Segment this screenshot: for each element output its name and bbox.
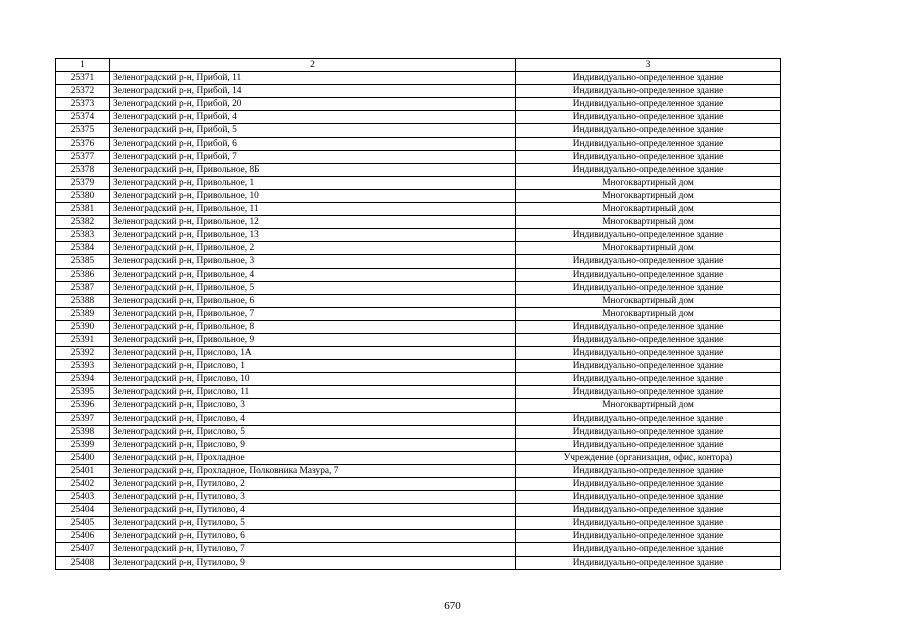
record-number-cell: 25373: [56, 98, 110, 111]
record-number-cell: 25406: [56, 530, 110, 543]
table-row: [56, 124, 781, 137]
building-type-cell: Индивидуально-определенное здание: [516, 320, 781, 333]
record-number-cell: 25379: [56, 176, 110, 189]
table-row: [56, 111, 781, 124]
record-number-cell: 25404: [56, 504, 110, 517]
building-type-cell: Индивидуально-определенное здание: [516, 504, 781, 517]
address-cell: Зеленоградский р-н, Прислово, 4: [110, 412, 516, 425]
building-type-cell: Индивидуально-определенное здание: [516, 98, 781, 111]
table-row: [56, 137, 781, 150]
building-type-cell: Индивидуально-определенное здание: [516, 464, 781, 477]
address-cell: Зеленоградский р-н, Прибой, 4: [110, 111, 516, 124]
building-type-cell: Многоквартирный дом: [516, 294, 781, 307]
table-row: [56, 504, 781, 517]
record-number-cell: 25396: [56, 399, 110, 412]
table-row: [56, 268, 781, 281]
building-type-cell: Индивидуально-определенное здание: [516, 360, 781, 373]
address-cell: Зеленоградский р-н, Привольное, 8: [110, 320, 516, 333]
address-cell: Зеленоградский р-н, Путилово, 2: [110, 478, 516, 491]
table-row: [56, 386, 781, 399]
record-number-cell: 25398: [56, 425, 110, 438]
record-number-cell: 25377: [56, 150, 110, 163]
record-number-cell: 25399: [56, 438, 110, 451]
address-cell: Зеленоградский р-н, Привольное, 1: [110, 176, 516, 189]
address-cell: Зеленоградский р-н, Привольное, 13: [110, 229, 516, 242]
table-row: [56, 216, 781, 229]
building-type-cell: Индивидуально-определенное здание: [516, 333, 781, 346]
building-type-cell: Многоквартирный дом: [516, 307, 781, 320]
table-row: [56, 320, 781, 333]
building-type-cell: Индивидуально-определенное здание: [516, 229, 781, 242]
building-type-cell: Многоквартирный дом: [516, 176, 781, 189]
table-row: [56, 543, 781, 556]
address-cell: Зеленоградский р-н, Прохладное: [110, 451, 516, 464]
record-number-cell: 25383: [56, 229, 110, 242]
record-number-cell: 25408: [56, 556, 110, 569]
record-number-cell: 25400: [56, 451, 110, 464]
record-number-cell: 25405: [56, 517, 110, 530]
address-cell: Зеленоградский р-н, Привольное, 7: [110, 307, 516, 320]
building-type-cell: Индивидуально-определенное здание: [516, 517, 781, 530]
table-row: [56, 530, 781, 543]
table-row: [56, 176, 781, 189]
table-row: [56, 229, 781, 242]
table-row: [56, 438, 781, 451]
building-type-cell: Индивидуально-определенное здание: [516, 386, 781, 399]
table-row: [56, 360, 781, 373]
table-row: [56, 294, 781, 307]
building-type-cell: Индивидуально-определенное здание: [516, 556, 781, 569]
record-number-cell: 25381: [56, 203, 110, 216]
record-number-cell: 25403: [56, 491, 110, 504]
address-cell: Зеленоградский р-н, Привольное, 12: [110, 216, 516, 229]
record-number-cell: 25386: [56, 268, 110, 281]
address-cell: Зеленоградский р-н, Прислово, 1: [110, 360, 516, 373]
table-row: [56, 307, 781, 320]
record-number-cell: 25388: [56, 294, 110, 307]
column-header-2: 2: [110, 59, 516, 72]
table-row: [56, 425, 781, 438]
record-number-cell: 25376: [56, 137, 110, 150]
building-type-cell: Индивидуально-определенное здание: [516, 425, 781, 438]
building-type-cell: Индивидуально-определенное здание: [516, 530, 781, 543]
address-cell: Зеленоградский р-н, Путилово, 9: [110, 556, 516, 569]
record-number-cell: 25391: [56, 333, 110, 346]
building-type-cell: Индивидуально-определенное здание: [516, 268, 781, 281]
table-row: [56, 189, 781, 202]
record-number-cell: 25389: [56, 307, 110, 320]
table-row: [56, 373, 781, 386]
table-row: [56, 412, 781, 425]
record-number-cell: 25372: [56, 85, 110, 98]
record-number-cell: 25395: [56, 386, 110, 399]
record-number-cell: 25375: [56, 124, 110, 137]
address-cell: Зеленоградский р-н, Путилово, 3: [110, 491, 516, 504]
table-row: [56, 98, 781, 111]
table-row: [56, 464, 781, 477]
record-number-cell: 25401: [56, 464, 110, 477]
address-cell: Зеленоградский р-н, Привольное, 2: [110, 242, 516, 255]
document-table: [55, 58, 781, 570]
address-cell: Зеленоградский р-н, Прибой, 7: [110, 150, 516, 163]
table-row: [56, 203, 781, 216]
address-cell: Зеленоградский р-н, Привольное, 3: [110, 255, 516, 268]
building-type-cell: Индивидуально-определенное здание: [516, 85, 781, 98]
building-type-cell: Индивидуально-определенное здание: [516, 255, 781, 268]
address-cell: Зеленоградский р-н, Прислово, 10: [110, 373, 516, 386]
building-type-cell: Многоквартирный дом: [516, 189, 781, 202]
table-body: [56, 72, 781, 570]
record-number-cell: 25407: [56, 543, 110, 556]
building-type-cell: Индивидуально-определенное здание: [516, 163, 781, 176]
record-number-cell: 25378: [56, 163, 110, 176]
address-cell: Зеленоградский р-н, Путилово, 5: [110, 517, 516, 530]
record-number-cell: 25392: [56, 347, 110, 360]
record-number-cell: 25371: [56, 72, 110, 85]
address-cell: Зеленоградский р-н, Прибой, 6: [110, 137, 516, 150]
address-cell: Зеленоградский р-н, Прибой, 5: [110, 124, 516, 137]
address-cell: Зеленоградский р-н, Привольное, 6: [110, 294, 516, 307]
table-row: [56, 347, 781, 360]
record-number-cell: 25387: [56, 281, 110, 294]
table-row: [56, 242, 781, 255]
building-type-cell: Индивидуально-определенное здание: [516, 150, 781, 163]
address-cell: Зеленоградский р-н, Путилово, 7: [110, 543, 516, 556]
table-row: [56, 491, 781, 504]
building-type-cell: Многоквартирный дом: [516, 399, 781, 412]
address-cell: Зеленоградский р-н, Привольное, 4: [110, 268, 516, 281]
table-row: [56, 333, 781, 346]
address-cell: Зеленоградский р-н, Прибой, 14: [110, 85, 516, 98]
table-row: [56, 255, 781, 268]
record-number-cell: 25394: [56, 373, 110, 386]
record-number-cell: 25402: [56, 478, 110, 491]
table-row: [56, 451, 781, 464]
table-row: [56, 517, 781, 530]
column-header-3: 3: [516, 59, 781, 72]
building-type-cell: Индивидуально-определенное здание: [516, 373, 781, 386]
address-cell: Зеленоградский р-н, Привольное, 9: [110, 333, 516, 346]
address-cell: Зеленоградский р-н, Прислово, 11: [110, 386, 516, 399]
address-cell: Зеленоградский р-н, Прохладное, Полковника Мазура, 7: [110, 464, 516, 477]
address-cell: Зеленоградский р-н, Прибой, 20: [110, 98, 516, 111]
column-header-1: 1: [56, 59, 110, 72]
building-type-cell: Индивидуально-определенное здание: [516, 137, 781, 150]
table-row: [56, 150, 781, 163]
building-type-cell: Многоквартирный дом: [516, 203, 781, 216]
table-row: [56, 281, 781, 294]
address-cell: Зеленоградский р-н, Прислово, 9: [110, 438, 516, 451]
address-cell: Зеленоградский р-н, Привольное, 8Б: [110, 163, 516, 176]
table-row: [56, 72, 781, 85]
record-number-cell: 25390: [56, 320, 110, 333]
building-type-cell: Индивидуально-определенное здание: [516, 347, 781, 360]
building-type-cell: Индивидуально-определенное здание: [516, 124, 781, 137]
page-number: 670: [444, 600, 461, 612]
record-number-cell: 25380: [56, 189, 110, 202]
record-number-cell: 25382: [56, 216, 110, 229]
record-number-cell: 25384: [56, 242, 110, 255]
building-type-cell: Индивидуально-определенное здание: [516, 491, 781, 504]
address-cell: Зеленоградский р-н, Прислово, 5: [110, 425, 516, 438]
building-type-cell: Индивидуально-определенное здание: [516, 412, 781, 425]
building-type-cell: Многоквартирный дом: [516, 242, 781, 255]
table-row: [56, 85, 781, 98]
address-cell: Зеленоградский р-н, Привольное, 10: [110, 189, 516, 202]
record-number-cell: 25393: [56, 360, 110, 373]
table-row: [56, 399, 781, 412]
building-type-cell: Индивидуально-определенное здание: [516, 543, 781, 556]
record-number-cell: 25397: [56, 412, 110, 425]
table-header-row: [56, 59, 781, 72]
building-type-cell: Индивидуально-определенное здание: [516, 478, 781, 491]
building-type-cell: Многоквартирный дом: [516, 216, 781, 229]
address-cell: Зеленоградский р-н, Привольное, 5: [110, 281, 516, 294]
building-type-cell: Учреждение (организация, офис, контора): [516, 451, 781, 464]
building-type-cell: Индивидуально-определенное здание: [516, 438, 781, 451]
table-row: [56, 478, 781, 491]
record-number-cell: 25374: [56, 111, 110, 124]
address-cell: Зеленоградский р-н, Путилово, 6: [110, 530, 516, 543]
building-type-cell: Индивидуально-определенное здание: [516, 281, 781, 294]
address-cell: Зеленоградский р-н, Прислово, 3: [110, 399, 516, 412]
address-cell: Зеленоградский р-н, Путилово, 4: [110, 504, 516, 517]
table-row: [56, 556, 781, 569]
address-cell: Зеленоградский р-н, Привольное, 11: [110, 203, 516, 216]
building-type-cell: Индивидуально-определенное здание: [516, 111, 781, 124]
table-row: [56, 163, 781, 176]
record-number-cell: 25385: [56, 255, 110, 268]
address-cell: Зеленоградский р-н, Прислово, 1А: [110, 347, 516, 360]
address-cell: Зеленоградский р-н, Прибой, 11: [110, 72, 516, 85]
building-type-cell: Индивидуально-определенное здание: [516, 72, 781, 85]
